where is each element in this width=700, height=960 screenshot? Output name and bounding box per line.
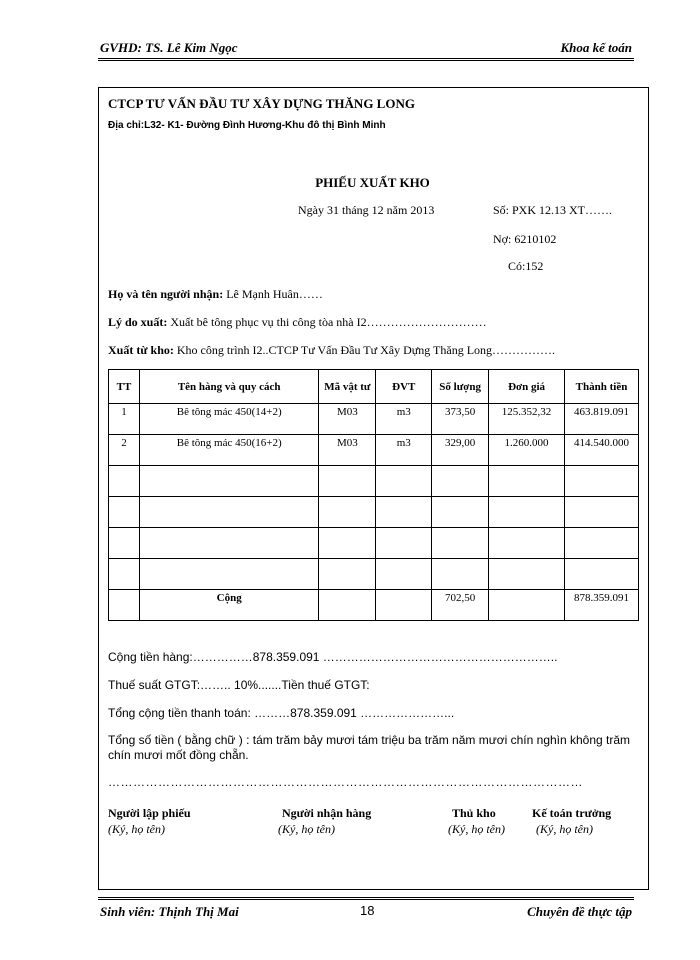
table-row-empty bbox=[109, 497, 639, 528]
warehouse-field bbox=[108, 343, 555, 358]
receiver-field bbox=[108, 287, 323, 302]
footer-student: Sinh viên: Thịnh Thị Mai bbox=[100, 904, 239, 919]
total-amount: 878.359.091 bbox=[565, 590, 639, 621]
signature-chief-accountant-note: (Ký, họ tên) bbox=[536, 822, 593, 836]
receiver-value: Lê Mạnh Huân…… bbox=[226, 287, 323, 301]
header-advisor: GVHD: TS. Lê Kim Ngọc bbox=[100, 40, 238, 55]
company-name: CTCP TƯ VẤN ĐẦU TƯ XÂY DỰNG THĂNG LONG bbox=[108, 96, 415, 111]
amount-in-words-line-2: chín mươi mốt đồng chẵn. bbox=[108, 748, 249, 762]
signature-storekeeper-title: Thủ kho bbox=[452, 806, 496, 820]
header-divider bbox=[98, 58, 634, 61]
reason-value: Xuất bê tông phục vụ thi công tòa nhà I2………………………… bbox=[170, 315, 487, 329]
warehouse-value: Kho công trình I2..CTCP Tư Vấn Đầu Tư Xây Dựng Thăng Long……………. bbox=[176, 343, 556, 357]
credit-account: Có:152 bbox=[508, 259, 544, 273]
cell-amount: 414.540.000 bbox=[565, 435, 639, 466]
document-number: Số: PXK 12.13 XT……. bbox=[493, 203, 613, 217]
cell-material-code: M03 bbox=[319, 404, 376, 435]
footer-topic: Chuyên đề thực tập bbox=[527, 904, 632, 919]
document-title: PHIẾU XUẤT KHO bbox=[315, 175, 430, 190]
document-date: Ngày 31 tháng 12 năm 2013 bbox=[298, 203, 435, 217]
header-unit: ĐVT bbox=[376, 370, 432, 404]
table-total-row bbox=[109, 590, 639, 621]
debit-account: Nợ: 6210102 bbox=[493, 232, 557, 246]
signature-preparer-title: Người lập phiếu bbox=[108, 806, 191, 820]
header-unit-price: Đơn giá bbox=[489, 370, 565, 404]
table-row-empty bbox=[109, 466, 639, 497]
cell-item-name: Bê tông mác 450(14+2) bbox=[139, 404, 318, 435]
company-address: Địa chỉ:L32- K1- Đường Đình Hương-Khu đô thị Bình Minh bbox=[108, 120, 386, 131]
amount-in-words-line-1: Tổng số tiền ( bằng chữ ) : tám trăm bảy mươi tám triệu ba trăm năm mươi chín nghìn không trăm bbox=[108, 733, 631, 747]
reason-field bbox=[108, 315, 487, 330]
receiver-label: Họ và tên người nhận: bbox=[108, 287, 224, 301]
cell-item-name: Bê tông mác 450(16+2) bbox=[139, 435, 318, 466]
signature-storekeeper-note: (Ký, họ tên) bbox=[448, 822, 505, 836]
header-department: Khoa kế toán bbox=[560, 40, 632, 55]
cell-quantity: 329,00 bbox=[432, 435, 489, 466]
total-quantity: 702,50 bbox=[432, 590, 489, 621]
header-item-name: Tên hàng và quy cách bbox=[139, 370, 318, 404]
payment-total-line: Tổng cộng tiền thanh toán: ………878.359.091 …………………... bbox=[108, 706, 455, 720]
signature-receiver-note: (Ký, họ tên) bbox=[278, 822, 335, 836]
header-tt: TT bbox=[109, 370, 140, 404]
signature-chief-accountant-title: Kế toán trưởng bbox=[532, 806, 612, 820]
cell-quantity: 373,50 bbox=[432, 404, 489, 435]
table-row-empty bbox=[109, 528, 639, 559]
dotted-line: …………………………………………………………………………………………………… bbox=[108, 775, 583, 789]
table-row bbox=[109, 404, 639, 435]
cell-tt: 2 bbox=[109, 435, 140, 466]
cell-tt: 1 bbox=[109, 404, 140, 435]
footer-page-number: 18 bbox=[360, 903, 375, 918]
total-label: Cộng bbox=[139, 590, 318, 621]
vat-line: Thuế suất GTGT:…….. 10%.......Tiền thuế GTGT: bbox=[108, 678, 370, 692]
table-row-empty bbox=[109, 559, 639, 590]
cell-amount: 463.819.091 bbox=[565, 404, 639, 435]
cell-unit: m3 bbox=[376, 435, 432, 466]
items-table bbox=[108, 369, 639, 621]
cell-unit-price: 125.352,32 bbox=[489, 404, 565, 435]
reason-label: Lý do xuất: bbox=[108, 315, 168, 329]
footer-divider bbox=[98, 897, 634, 900]
cell-unit-price: 1.260.000 bbox=[489, 435, 565, 466]
table-header-row bbox=[109, 370, 639, 404]
signature-receiver-title: Người nhận hàng bbox=[282, 806, 372, 820]
header-quantity: Số lượng bbox=[432, 370, 489, 404]
cell-material-code: M03 bbox=[319, 435, 376, 466]
table-row bbox=[109, 435, 639, 466]
cell-unit: m3 bbox=[376, 404, 432, 435]
header-amount: Thành tiền bbox=[565, 370, 639, 404]
signature-preparer-note: (Ký, họ tên) bbox=[108, 822, 165, 836]
goods-total-line: Cộng tiền hàng:……………878.359.091 ………………………………………………….. bbox=[108, 650, 558, 664]
header-material-code: Mã vật tư bbox=[319, 370, 376, 404]
warehouse-label: Xuất từ kho: bbox=[108, 343, 174, 357]
